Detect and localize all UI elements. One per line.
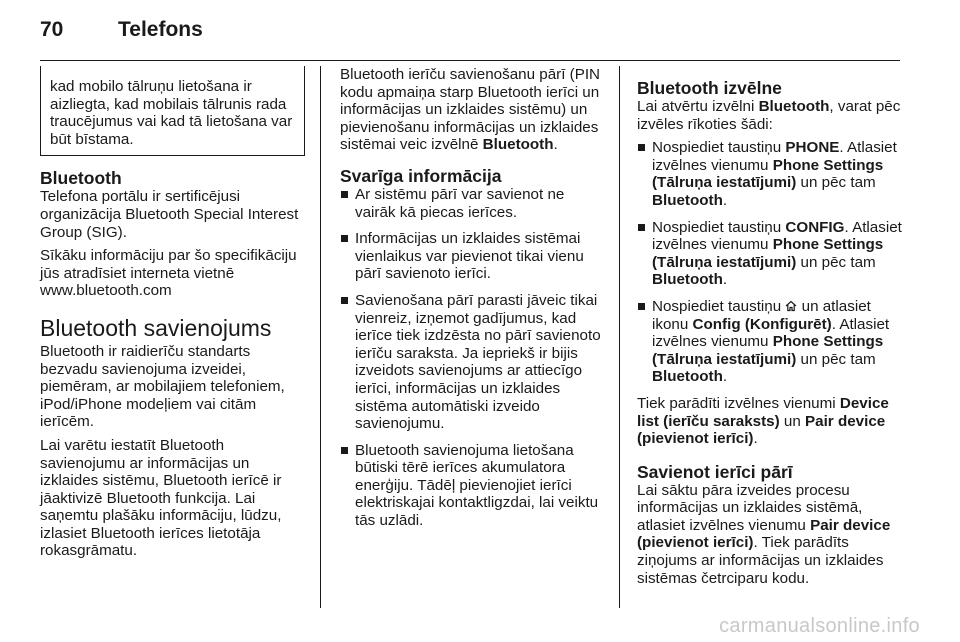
watermark: carmanualsonline.info: [719, 615, 920, 637]
list-item: Nospiediet taustiņu CONFIG. Atlasiet izvēlnes vienumu Phone Settings (Tālruņa iestatījumi) un pēc tam Bluetooth.: [637, 219, 905, 289]
list-item: Bluetooth savienojuma lietošana būtiski tērē ierīces akumulatora enerģiju. Tādēļ pievienojiet ierīci elektriskajai kontaktligzdai, lai veiktu tās uzlādi.: [340, 442, 602, 530]
column-1: [40, 66, 305, 566]
important-info-list: [340, 186, 602, 530]
bluetooth-para-1: Telefona portālu ir sertificējusi organizācija Bluetooth Special Interest Group (SIG).: [40, 188, 299, 241]
list-item: Nospiediet taustiņu PHONE. Atlasiet izvēlnes vienumu Phone Settings (Tālruņa iestatījumi) un pēc tam Bluetooth.: [637, 139, 905, 209]
list-item: Savienošana pārī parasti jāveic tikai vienreiz, izņemot gadījumus, kad ierīce tiek izdzēsta no pārī savienoto ierīču saraksta. Ja iepriekš ir bijis izveidots savienojums ar attiecīgo ierīci, informācijas un izklaides sistēma automātiski izveido savienojumu.: [340, 292, 602, 433]
pair-device-text: Lai sāktu pāra izveides procesu informācijas un izklaides sistēmā, atlasiet izvēlnes vienumu Pair device (pievienot ierīci). Tiek parādīts ziņojums ar informācijas un izklaides sistēmas četrciparu kodu.: [637, 481, 891, 587]
warning-box: [40, 66, 305, 156]
page-header: [40, 18, 203, 48]
bluetooth-para-2: Sīkāku informāciju par šo specifikāciju jūs atradīsiet interneta vietnē www.bluetooth.com: [40, 247, 297, 300]
connection-para-1: Bluetooth ir raidierīču standarts bezvadu savienojuma izveidei, piemēram, ar mobilajiem telefoniem, iPod/iPhone modeļiem vai citām ierīcēm.: [40, 342, 285, 431]
page-title: Telefons: [118, 18, 203, 41]
menu-items-text: Tiek parādīti izvēlnes vienumi Device list (ierīču saraksts) un Pair device (pievienot ierīci).: [637, 394, 889, 448]
bluetooth-menu-steps: [637, 139, 905, 386]
pairing-intro: Bluetooth ierīču savienošanu pārī (PIN kodu apmaiņa starp Bluetooth ierīci un informācijas un izklaides sistēmu) un pievienošanu informācijas un izklaides sistēmai veic izvēlnē Bluetooth.: [340, 66, 601, 154]
column-divider-2: [619, 66, 620, 608]
connection-para-2: Lai varētu iestatīt Bluetooth savienojumu ar informācijas un izklaides sistēmu, Bluetooth ierīcē ir jāaktivizē Bluetooth funkcija. Lai saņemtu plašāku informāciju, lūdzu, izlasiet Bluetooth ierīces lietotāja rokasgrāmatu.: [40, 436, 282, 560]
column-3: [637, 66, 905, 593]
bluetooth-heading: Bluetooth: [40, 168, 122, 189]
bluetooth-menu-intro: Lai atvērtu izvēlni Bluetooth, varat pēc izvēles rīkoties šādi:: [637, 98, 901, 133]
bluetooth-menu-heading: Bluetooth izvēlne: [637, 78, 782, 98]
list-item: Nospiediet taustiņu un atlasiet ikonu Config (Konfigurēt). Atlasiet izvēlnes vienumu Phone Settings (Tālruņa iestatījumi) un pēc tam Bluetooth.: [637, 298, 905, 386]
column-2: [340, 66, 602, 539]
connection-heading: Bluetooth savienojums: [40, 314, 272, 341]
home-icon: [785, 300, 797, 312]
important-info-heading: Svarīga informācija: [340, 165, 502, 186]
warning-text: kad mobilo tālruņu lietošana ir aizliegta, kad mobilais tālrunis rada traucējumus vai kad tā lietošana var būt bīstama.: [50, 78, 293, 148]
page-number: 70: [40, 18, 64, 41]
header-rule: [40, 60, 900, 61]
pair-device-heading: Savienot ierīci pārī: [637, 461, 793, 482]
list-item: Informācijas un izklaides sistēmai vienlaikus var pievienot tikai vienu pārī savienoto ierīci.: [340, 230, 602, 283]
list-item: Ar sistēmu pārī var savienot ne vairāk kā piecas ierīces.: [340, 186, 602, 221]
column-divider-1: [320, 66, 321, 608]
